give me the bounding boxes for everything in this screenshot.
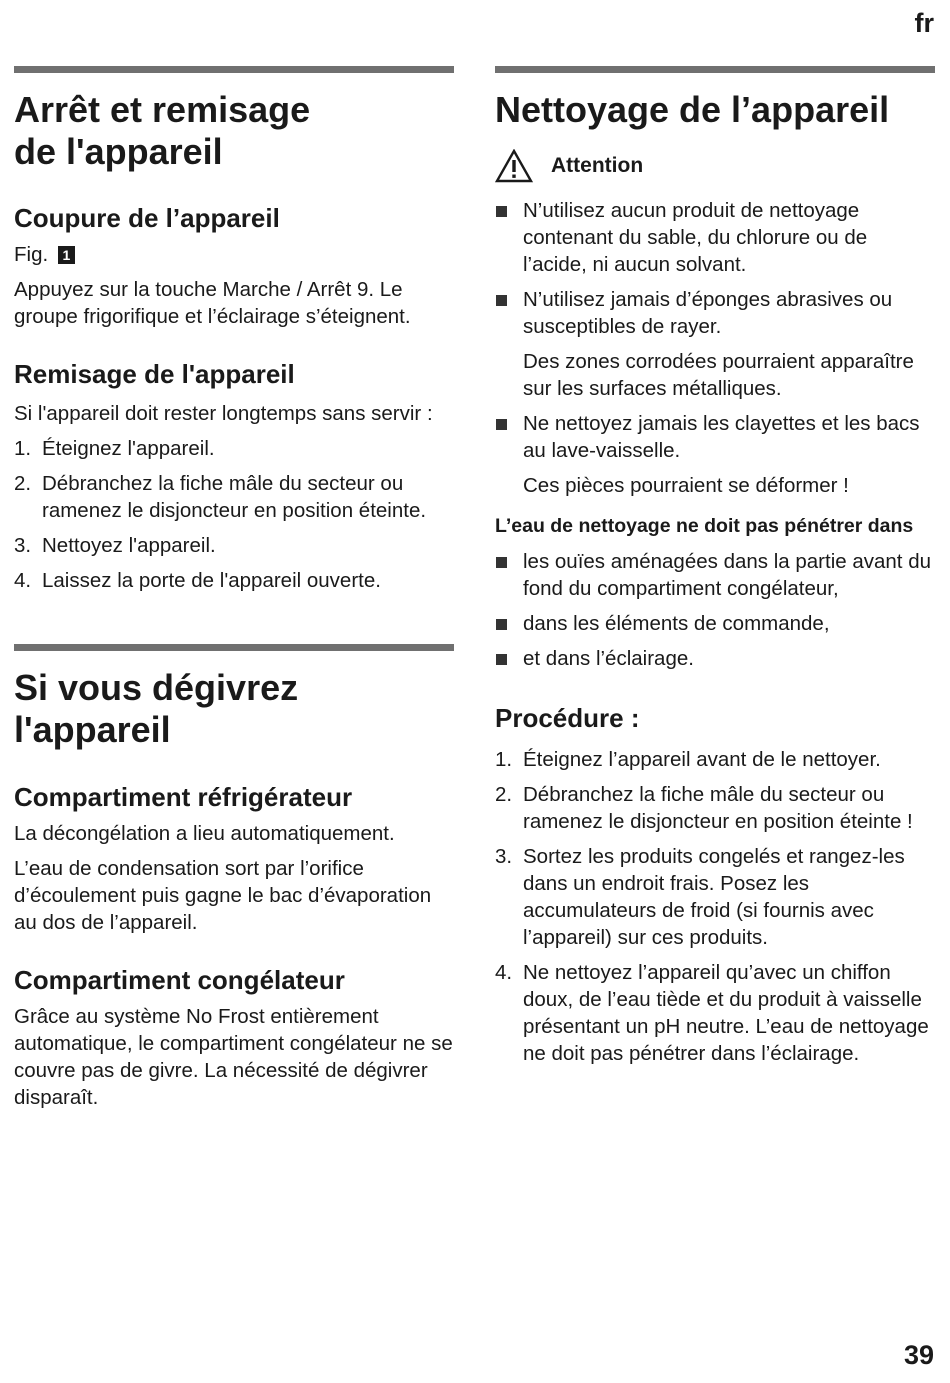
- heading-coupure: Coupure de l’appareil: [14, 203, 280, 233]
- heading-congelateur: Compartiment congélateur: [14, 965, 345, 995]
- water-list: [495, 548, 935, 672]
- heading-procedure: Procédure :: [495, 703, 640, 733]
- water-heading: L’eau de nettoyage ne doit pas pénétrer dans: [495, 515, 914, 537]
- refrigerateur-text-1: La décongélation a lieu automatiquement.: [14, 822, 395, 845]
- refrigerateur-text-2: L’eau de condensation sort par l’orifice d’écoulement puis gagne le bac d’évaporation au dos de l’appareil.: [14, 857, 432, 934]
- list-item: les ouïes aménagées dans la partie avant du fond du compartiment congélateur,: [495, 548, 935, 602]
- list-item: 3. Nettoyez l'appareil.: [14, 534, 216, 557]
- warning-triangle-icon: [495, 149, 533, 183]
- list-item: N’utilisez jamais d’éponges abrasives ou susceptibles de rayer.: [495, 286, 935, 340]
- section-title-degivrage: Si vous dégivrez l'appareil: [14, 667, 299, 750]
- section-title-nettoyage: Nettoyage de l’appareil: [495, 89, 890, 130]
- list-item: N’utilisez aucun produit de nettoyage contenant du sable, du chlorure ou de l’acide, ni aucun solvant.: [495, 197, 935, 278]
- right-column: [495, 66, 935, 1075]
- list-item: 4. Ne nettoyez l’appareil qu’avec un chiffon doux, de l’eau tiède et du produit à vaisselle présentant un pH neutre. L’eau de nettoyage ne doit pas pénétrer dans l’éclairage.: [495, 961, 929, 1065]
- procedure-steps: [495, 746, 935, 1067]
- heading-remisage: Remisage de l'appareil: [14, 359, 295, 389]
- list-item: 1. Éteignez l’appareil avant de le nettoyer.: [495, 748, 881, 771]
- list-item: 1. Éteignez l'appareil.: [14, 437, 215, 460]
- figure-reference: Fig. 1: [14, 241, 454, 268]
- figure-number-badge: 1: [58, 246, 75, 264]
- left-column: [14, 66, 454, 1111]
- heading-refrigerateur: Compartiment réfrigérateur: [14, 782, 353, 812]
- list-item: Ne nettoyez jamais les clayettes et les bacs au lave-vaisselle.: [495, 410, 935, 464]
- list-item: dans les éléments de commande,: [495, 610, 935, 637]
- section-divider: [495, 66, 935, 73]
- warning-list: [495, 410, 935, 464]
- section-divider: [14, 644, 454, 651]
- remisage-steps: [14, 435, 454, 594]
- section-title-arret: Arrêt et remisage de l'appareil: [14, 89, 311, 172]
- list-item: 4. Laissez la porte de l'appareil ouverte.: [14, 569, 381, 592]
- warning-note: Ces pièces pourraient se déformer !: [523, 474, 849, 497]
- remisage-intro: Si l'appareil doit rester longtemps sans servir :: [14, 402, 433, 425]
- language-label: fr: [914, 8, 934, 38]
- list-item: 3. Sortez les produits congelés et rangez-les dans un endroit frais. Posez les accumulateurs de froid (si fournis avec l’appareil) sur ces produits.: [495, 845, 905, 949]
- list-item: 2. Débranchez la fiche mâle du secteur ou ramenez le disjoncteur en position éteinte !: [495, 783, 913, 833]
- coupure-text: Appuyez sur la touche Marche / Arrêt 9. Le groupe frigorifique et l’éclairage s’éteignent.: [14, 278, 411, 328]
- attention-label: Attention: [495, 149, 935, 183]
- section-divider: [14, 66, 454, 73]
- warning-note: Des zones corrodées pourraient apparaître sur les surfaces métalliques.: [523, 350, 914, 400]
- list-item: et dans l’éclairage.: [495, 645, 935, 672]
- page-number: 39: [903, 1340, 934, 1370]
- list-item: 2. Débranchez la fiche mâle du secteur ou ramenez le disjoncteur en position éteinte.: [14, 472, 427, 522]
- congelateur-text: Grâce au système No Frost entièrement automatique, le compartiment congélateur ne se couvre pas de givre. La nécessité de dégivrer disparaît.: [14, 1005, 453, 1109]
- warning-list: [495, 197, 935, 340]
